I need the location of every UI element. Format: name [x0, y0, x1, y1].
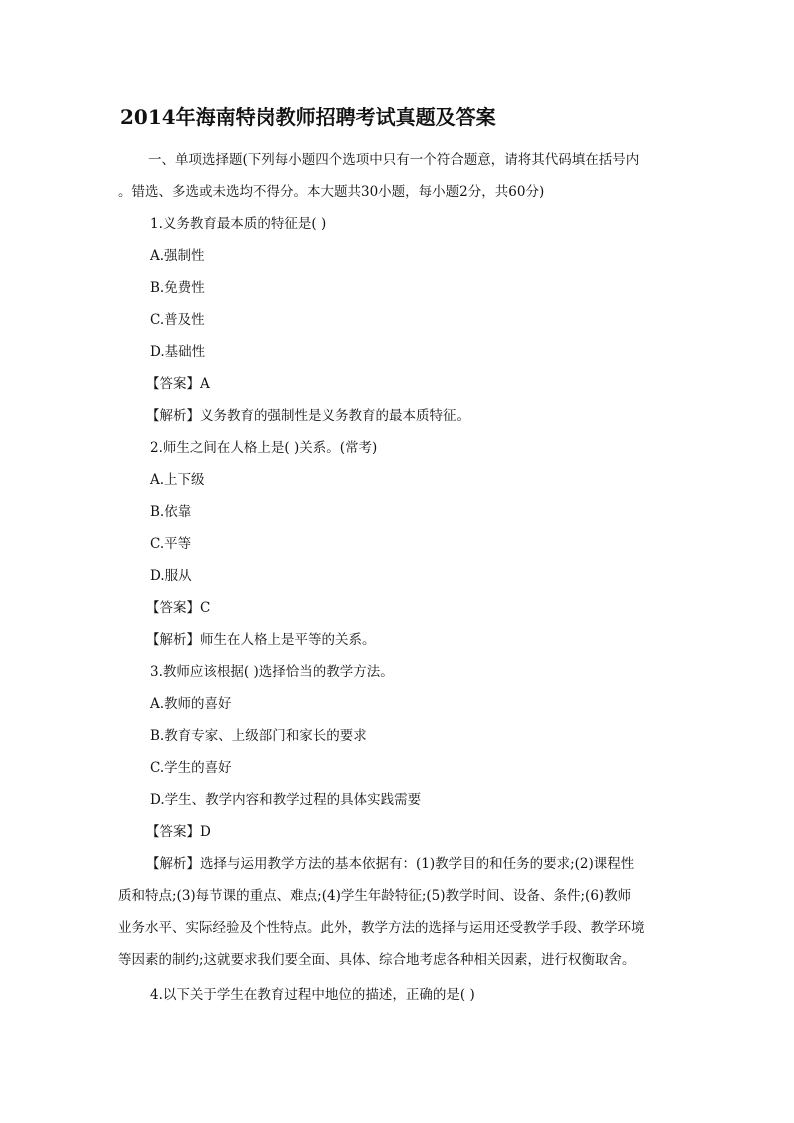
q2-answer: 【答案】C [146, 600, 211, 616]
section-heading-line-1: 一、单项选择题(下列每小题四个选项中只有一个符合题意，请将其代码填在括号内 [148, 152, 640, 168]
q3-option-a: A.教师的喜好 [150, 696, 232, 712]
q1-answer: 【答案】A [146, 376, 210, 392]
section-heading-line-2: 。错选、多选或未选均不得分。本大题共30小题，每小题2分，共60分) [118, 184, 545, 200]
q2-option-c: C.平等 [150, 536, 192, 552]
q3-option-c: C.学生的喜好 [150, 760, 232, 776]
q2-stem: 2.师生之间在人格上是( )关系。(常考) [150, 440, 378, 456]
q1-option-d: D.基础性 [150, 344, 206, 360]
q3-option-b: B.教育专家、上级部门和家长的要求 [150, 728, 367, 744]
q3-option-d: D.学生、教学内容和教学过程的具体实践需要 [150, 792, 422, 808]
q1-option-c: C.普及性 [150, 312, 205, 328]
q2-analysis: 【解析】师生在人格上是平等的关系。 [146, 632, 376, 648]
q3-analysis-line-3: 业务水平、实际经验及个性特点。此外，教学方法的选择与运用还受教学手段、教学环境 [118, 920, 645, 936]
q3-analysis-line-2: 质和特点;(3)每节课的重点、难点;(4)学生年龄特征;(5)教学时间、设备、条件;(6)教师 [118, 888, 632, 904]
q1-option-b: B.免费性 [150, 280, 205, 296]
q1-analysis: 【解析】义务教育的强制性是义务教育的最本质特征。 [146, 408, 470, 424]
q3-answer: 【答案】D [146, 824, 211, 840]
q1-stem: 1.义务教育最本质的特征是( ) [150, 216, 327, 232]
document-title: 2014年海南特岗教师招聘考试真题及答案 [120, 105, 496, 129]
q2-option-b: B.依靠 [150, 504, 192, 520]
q2-option-d: D.服从 [150, 568, 192, 584]
q2-option-a: A.上下级 [150, 472, 205, 488]
q1-option-a: A.强制性 [150, 248, 205, 264]
q3-stem: 3.教师应该根据( )选择恰当的教学方法。 [150, 664, 394, 680]
q3-analysis-line-4: 等因素的制约;这就要求我们要全面、具体、综合地考虑各种相关因素，进行权衡取舍。 [118, 952, 636, 968]
q3-analysis-line-1: 【解析】选择与运用教学方法的基本依据有：(1)教学目的和任务的要求;(2)课程性 [146, 856, 635, 872]
q4-stem: 4.以下关于学生在教育过程中地位的描述，正确的是( ) [150, 987, 475, 1003]
